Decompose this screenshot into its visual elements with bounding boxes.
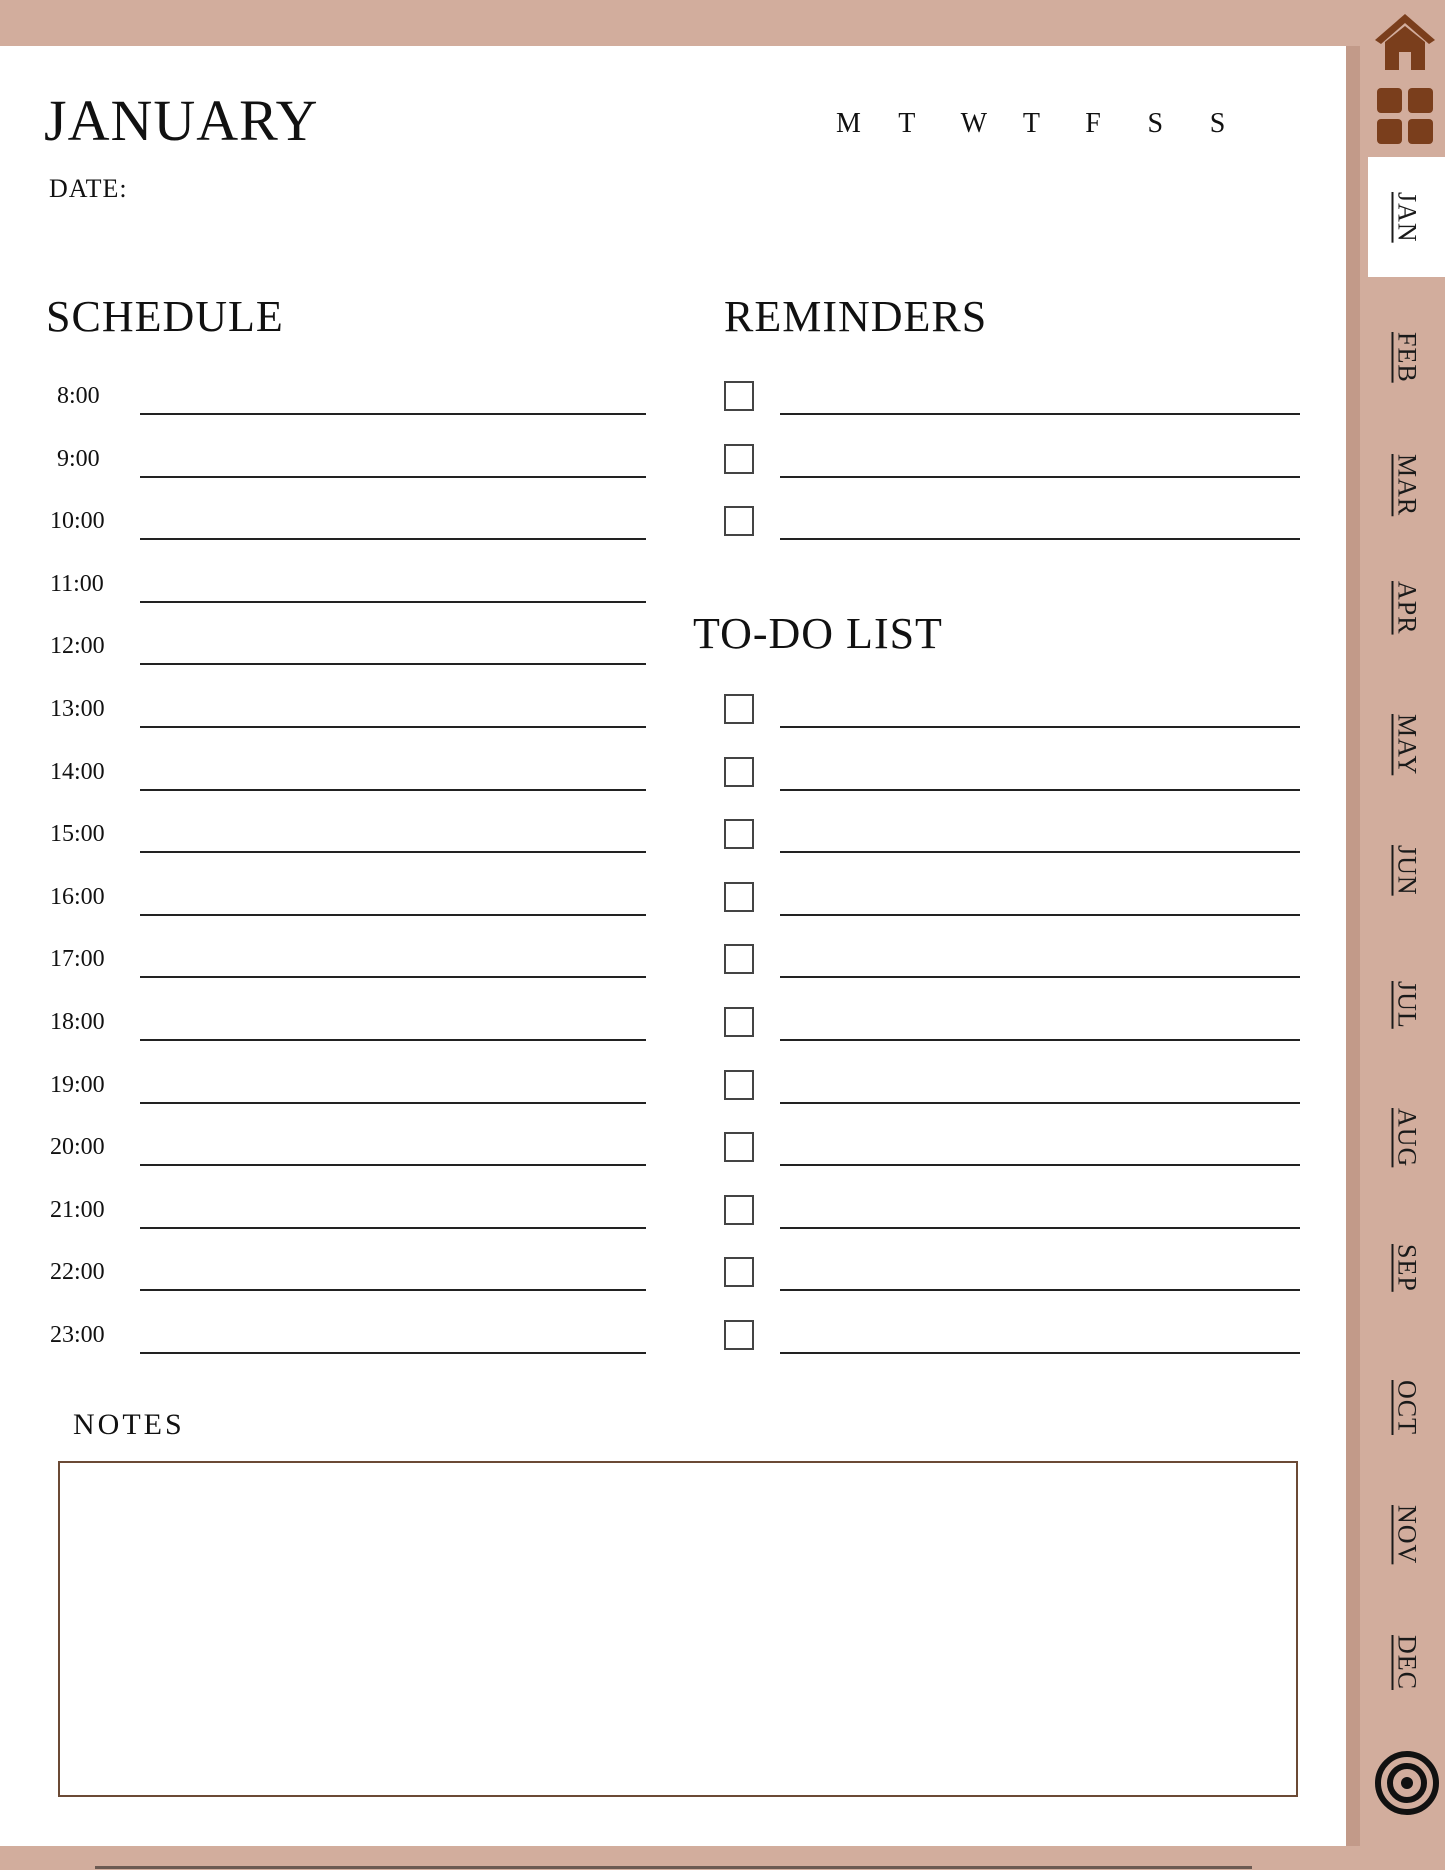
todo-item [720, 696, 1300, 736]
weekday-sat[interactable]: S [1147, 108, 1165, 139]
time-label: 10:00 [50, 508, 105, 534]
reminder-entry-line[interactable] [780, 538, 1300, 540]
month-sidebar [1368, 0, 1445, 1870]
tab-jun[interactable] [1368, 810, 1445, 930]
schedule-row [0, 383, 660, 423]
notes-area[interactable] [58, 1461, 1298, 1797]
schedule-entry-line[interactable] [140, 1289, 646, 1291]
todo-entry-line[interactable] [780, 1164, 1300, 1166]
schedule-entry-line[interactable] [140, 851, 646, 853]
todo-checkbox[interactable] [724, 1132, 754, 1162]
time-label: 15:00 [50, 821, 105, 847]
weekday-mon[interactable]: M [836, 108, 862, 139]
time-label: 13:00 [50, 696, 105, 722]
time-label: 11:00 [50, 571, 104, 597]
time-label: 18:00 [50, 1009, 105, 1035]
schedule-row [0, 884, 660, 924]
page-edge [1346, 46, 1360, 1846]
bottom-divider [95, 1866, 1252, 1869]
todo-checkbox[interactable] [724, 944, 754, 974]
weekday-wed[interactable]: W [960, 108, 989, 139]
tab-label: NOV [1392, 1505, 1422, 1565]
reminder-checkbox[interactable] [724, 381, 754, 411]
time-label: 16:00 [50, 884, 105, 910]
todo-entry-line[interactable] [780, 726, 1300, 728]
tab-mar[interactable] [1368, 420, 1445, 550]
schedule-row [0, 696, 660, 736]
tab-apr[interactable] [1368, 550, 1445, 665]
tab-label: MAR [1392, 453, 1422, 517]
schedule-entry-line[interactable] [140, 914, 646, 916]
weekday-tue[interactable]: T [898, 108, 917, 139]
todo-entry-line[interactable] [780, 851, 1300, 853]
tab-label: AUG [1392, 1107, 1422, 1168]
schedule-entry-line[interactable] [140, 1164, 646, 1166]
weekday-fri[interactable]: F [1085, 108, 1102, 139]
schedule-entry-line[interactable] [140, 538, 646, 540]
todo-entry-line[interactable] [780, 976, 1300, 978]
todo-item [720, 1072, 1300, 1112]
reminder-item [720, 383, 1300, 423]
tab-label: JUL [1392, 981, 1422, 1029]
time-label: 17:00 [50, 946, 105, 972]
todo-checkbox[interactable] [724, 882, 754, 912]
todo-item [720, 1322, 1300, 1362]
schedule-row [0, 1259, 660, 1299]
todo-item [720, 1009, 1300, 1049]
page-title: JANUARY [44, 88, 319, 153]
schedule-heading: SCHEDULE [46, 292, 284, 341]
schedule-entry-line[interactable] [140, 413, 646, 415]
schedule-entry-line[interactable] [140, 601, 646, 603]
todo-entry-line[interactable] [780, 1352, 1300, 1354]
todo-entry-line[interactable] [780, 914, 1300, 916]
reminder-item [720, 508, 1300, 548]
tab-feb[interactable] [1368, 295, 1445, 420]
todo-entry-line[interactable] [780, 789, 1300, 791]
time-label: 21:00 [50, 1197, 105, 1223]
schedule-entry-line[interactable] [140, 663, 646, 665]
schedule-row [0, 1072, 660, 1112]
todo-checkbox[interactable] [724, 1257, 754, 1287]
todo-entry-line[interactable] [780, 1102, 1300, 1104]
schedule-row [0, 946, 660, 986]
tab-jul[interactable] [1368, 945, 1445, 1065]
tab-sep[interactable] [1368, 1205, 1445, 1330]
schedule-row [0, 759, 660, 799]
todo-checkbox[interactable] [724, 1070, 754, 1100]
schedule-entry-line[interactable] [140, 1227, 646, 1229]
time-label: 19:00 [50, 1072, 105, 1098]
todo-entry-line[interactable] [780, 1227, 1300, 1229]
tab-label: SEP [1392, 1243, 1422, 1292]
schedule-entry-line[interactable] [140, 1352, 646, 1354]
time-label: 22:00 [50, 1259, 105, 1285]
schedule-entry-line[interactable] [140, 789, 646, 791]
tab-label: JAN [1392, 191, 1422, 243]
tab-may[interactable] [1368, 680, 1445, 810]
schedule-entry-line[interactable] [140, 1039, 646, 1041]
todo-item [720, 1197, 1300, 1237]
todo-item [720, 821, 1300, 861]
todo-item [720, 1259, 1300, 1299]
weekday-thu[interactable]: T [1022, 108, 1041, 139]
todo-entry-line[interactable] [780, 1289, 1300, 1291]
schedule-row [0, 1134, 660, 1174]
home-icon[interactable] [1373, 10, 1437, 74]
schedule-row [0, 1322, 660, 1362]
tab-label: OCT [1392, 1380, 1422, 1435]
target-icon[interactable] [1374, 1750, 1440, 1816]
tab-label: MAY [1392, 714, 1422, 776]
todo-checkbox[interactable] [724, 694, 754, 724]
todo-item [720, 946, 1300, 986]
tab-aug[interactable] [1368, 1075, 1445, 1200]
time-label: 14:00 [50, 759, 105, 785]
schedule-row [0, 633, 660, 673]
weekday-selector [836, 108, 1272, 140]
time-label: 12:00 [50, 633, 105, 659]
schedule-row [0, 571, 660, 611]
time-label: 23:00 [50, 1322, 105, 1348]
time-label: 20:00 [50, 1134, 105, 1160]
tab-dec[interactable] [1368, 1600, 1445, 1725]
grid-icon[interactable] [1375, 86, 1435, 146]
todo-item [720, 884, 1300, 924]
reminder-checkbox[interactable] [724, 444, 754, 474]
date-label: DATE: [49, 174, 128, 203]
tab-nov[interactable] [1368, 1470, 1445, 1600]
schedule-row [0, 1197, 660, 1237]
todo-checkbox[interactable] [724, 819, 754, 849]
time-label: 9:00 [57, 446, 100, 472]
weekday-sun[interactable]: S [1209, 108, 1227, 139]
tab-label: JUN [1392, 844, 1422, 896]
todo-entry-line[interactable] [780, 1039, 1300, 1041]
todo-checkbox[interactable] [724, 1195, 754, 1225]
schedule-entry-line[interactable] [140, 476, 646, 478]
schedule-entry-line[interactable] [140, 1102, 646, 1104]
schedule-row [0, 508, 660, 548]
time-label: 8:00 [57, 383, 100, 409]
schedule-row [0, 1009, 660, 1049]
schedule-entry-line[interactable] [140, 726, 646, 728]
todo-checkbox[interactable] [724, 1320, 754, 1350]
todo-checkbox[interactable] [724, 757, 754, 787]
schedule-entry-line[interactable] [140, 976, 646, 978]
tab-label: DEC [1392, 1635, 1422, 1690]
todo-checkbox[interactable] [724, 1007, 754, 1037]
todo-item [720, 759, 1300, 799]
tab-label: FEB [1392, 332, 1422, 383]
reminder-entry-line[interactable] [780, 476, 1300, 478]
schedule-row [0, 821, 660, 861]
tab-jan[interactable] [1368, 157, 1445, 277]
reminder-checkbox[interactable] [724, 506, 754, 536]
tab-label: APR [1392, 580, 1422, 635]
notes-heading: NOTES [73, 1408, 185, 1441]
todo-item [720, 1134, 1300, 1174]
reminder-entry-line[interactable] [780, 413, 1300, 415]
tab-oct[interactable] [1368, 1345, 1445, 1470]
reminder-item [720, 446, 1300, 486]
todo-heading: TO-DO LIST [693, 609, 943, 658]
schedule-row [0, 446, 660, 486]
reminders-heading: REMINDERS [724, 292, 988, 341]
